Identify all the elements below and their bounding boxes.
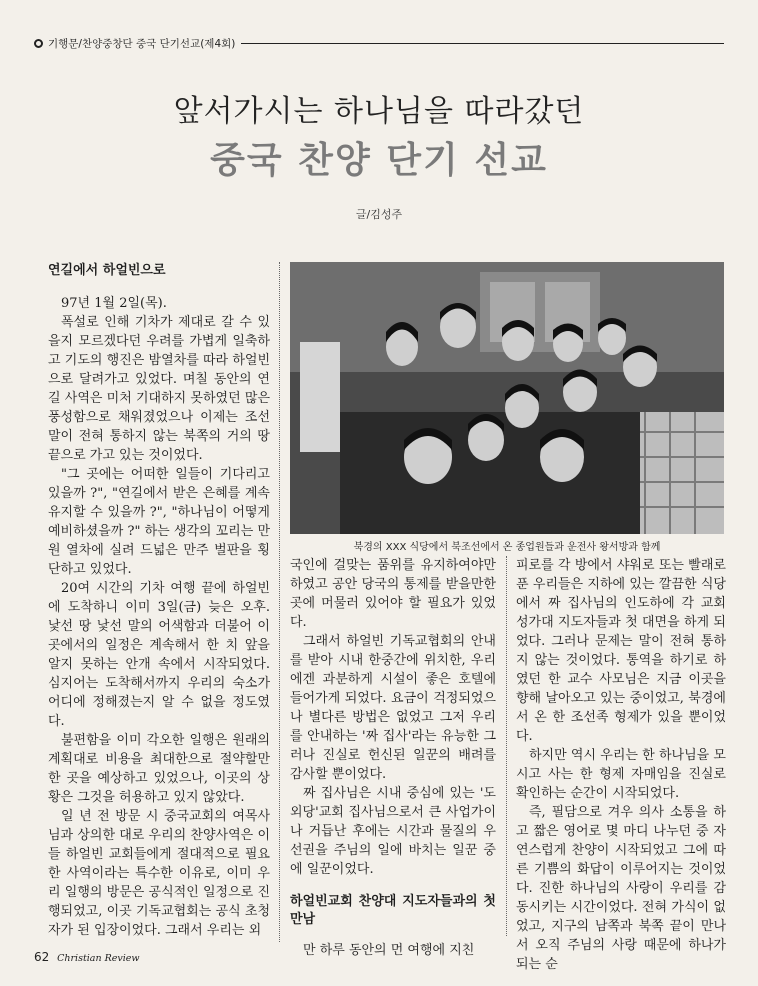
paragraph: 피로를 각 방에서 샤워로 또는 빨래로 푼 우리들은 지하에 있는 깔끔한 식당에서 짜 집사님의 인도하에 각 교회 성가대 지도자들과 첫 대면을 하게 되었다. 그러나 문제는 말이 전혀 통하지 않는 것이었다. 통역을 하기로 하였던 한 교수 사모님은 지금 이곳을 향해 날아오고 있는 중이었고, 북경에서 온 한 조선족 형제가 있을 뿐이었다.: [516, 558, 726, 744]
magazine-name: Christian Review: [57, 953, 140, 964]
paragraph: 그래서 하얼빈 기독교협회의 안내를 받아 시내 한중간에 위치한, 우리에겐 과분하게 시설이 좋은 호텔에 들어가게 되었다. 요금이 걱정되었으나 별다른 방법은 없었고 그저 우리를 안내하는 '짜 집사'라는 유능한 그러나 진실로 헌신된 일꾼의 배려를 감사할 뿐이었다.: [290, 634, 496, 782]
paragraph: 만 하루 동안의 먼 여행에 지친: [303, 943, 475, 958]
column-divider: [506, 556, 507, 936]
paragraph: "그 곳에는 어떠한 일들이 기다리고 있을까 ?", "연길에서 받은 은혜를 계속 유지할 수 있을까 ?", "하나님이 어떻게 예비하셨을까 ?" 하는 생각의 꼬리는 만원 열차에 실려 드넓은 만주 벌판을 횡단하고 있었다.: [48, 467, 270, 577]
byline: 글/김성주: [355, 208, 403, 221]
paragraph: 짜 집사님은 시내 중심에 있는 '도외당'교회 집사님으로서 큰 사업가이나 거듭난 후에는 시간과 물질의 우선권을 주님의 일에 바치는 일꾼 중에 일꾼이었다.: [290, 786, 496, 877]
series-label: 기행문/찬양중창단 중국 단기선교(제4회): [48, 38, 236, 50]
page-footer: [34, 950, 140, 964]
section-heading: 연길에서 하얼빈으로: [48, 263, 166, 278]
column-2: [290, 556, 496, 960]
paragraph: 국인에 걸맞는 품위를 유지하여야만 하였고 공안 당국의 통제를 받을만한 곳에 머물러 있어야 할 필요가 있었다.: [290, 558, 496, 630]
column-divider: [279, 262, 280, 942]
column-3: [516, 556, 726, 974]
paragraph: 일 년 전 방문 시 중국교회의 여목사님과 상의한 대로 우리의 찬양사역은 이들 하얼빈 교회들에게 절대적으로 필요한 사역이라는 특수한 이유로, 이미 우리 일행의 방문은 공식적인 일정으로 진행되었고, 이곳 기독교협회는 공식 초청자가 된 입장이었다. 그래서 우리는 외: [48, 809, 270, 938]
date-line: 97년 1월 2일(목).: [61, 296, 167, 311]
column-1: [48, 262, 270, 940]
paragraph: 20여 시간의 기차 여행 끝에 하얼빈에 도착하니 이미 3일(금) 늦은 오후. 낯선 땅 낯선 말의 어색함과 더불어 이곳에서의 일정은 계속해서 한 치 앞을 알지 못하는 안개 속에서 시작되었다. 심지어는 도착해서까지 우리의 숙소가 어디에 정해졌는지 알 수 없을 정도였다.: [48, 581, 270, 729]
paragraph: 하지만 역시 우리는 한 하나님을 모시고 사는 한 형제 자매임을 진실로 확인하는 순간이 시작되었다.: [516, 748, 726, 801]
photo-caption: 북경의 XXX 식당에서 북조선에서 온 종업원들과 운전사 왕서방과 함께: [353, 542, 661, 553]
series-header: [34, 36, 724, 51]
section-heading: 하얼빈교회 찬양대 지도자들과의 첫 만남: [290, 894, 496, 927]
header-rule: [241, 43, 724, 44]
paragraph: 폭설로 인해 기차가 제대로 갈 수 있을지 모르겠다던 우려를 가볍게 일축하고 기도의 행진은 밤열차를 따라 하얼빈으로 달려가고 있었다. 며칠 동안의 연길 사역은 미처 기대하지 못하였던 많은 풍성함으로 채워졌었으나 이제는 조선말이 전혀 통하지 않는 북쪽의 거의 땅 끝으로 가고 있는 것이었다.: [48, 315, 270, 463]
group-photo: [290, 262, 724, 534]
bullet-icon: [34, 39, 43, 48]
article-title-line2: 중국 찬양 단기 선교: [210, 139, 548, 181]
group-photo-image: [290, 262, 724, 534]
paragraph: 불편함을 이미 각오한 일행은 원래의 계획대로 비용을 최대한으로 절약할만한 곳을 예상하고 있었으나, 이곳의 상황은 그것을 허용하고 있지 않았다.: [48, 733, 270, 805]
article-title-line1: 앞서가시는 하나님을 따라갔던: [173, 94, 585, 129]
page-number: 62: [34, 950, 50, 964]
paragraph: 즉, 필담으로 겨우 의사 소통을 하고 짧은 영어로 몇 마디 나누던 중 자연스럽게 찬양이 시작되었고 그에 따른 기쁨의 화답이 이루어지는 것이었다. 진한 하나님의 사랑이 우리를 감동시키는 시간이었다. 전혀 가식이 없었고, 지구의 남쪽과 북쪽 끝이 만나서 오직 주님의 사랑 때문에 하나가 되는 순: [516, 805, 726, 972]
